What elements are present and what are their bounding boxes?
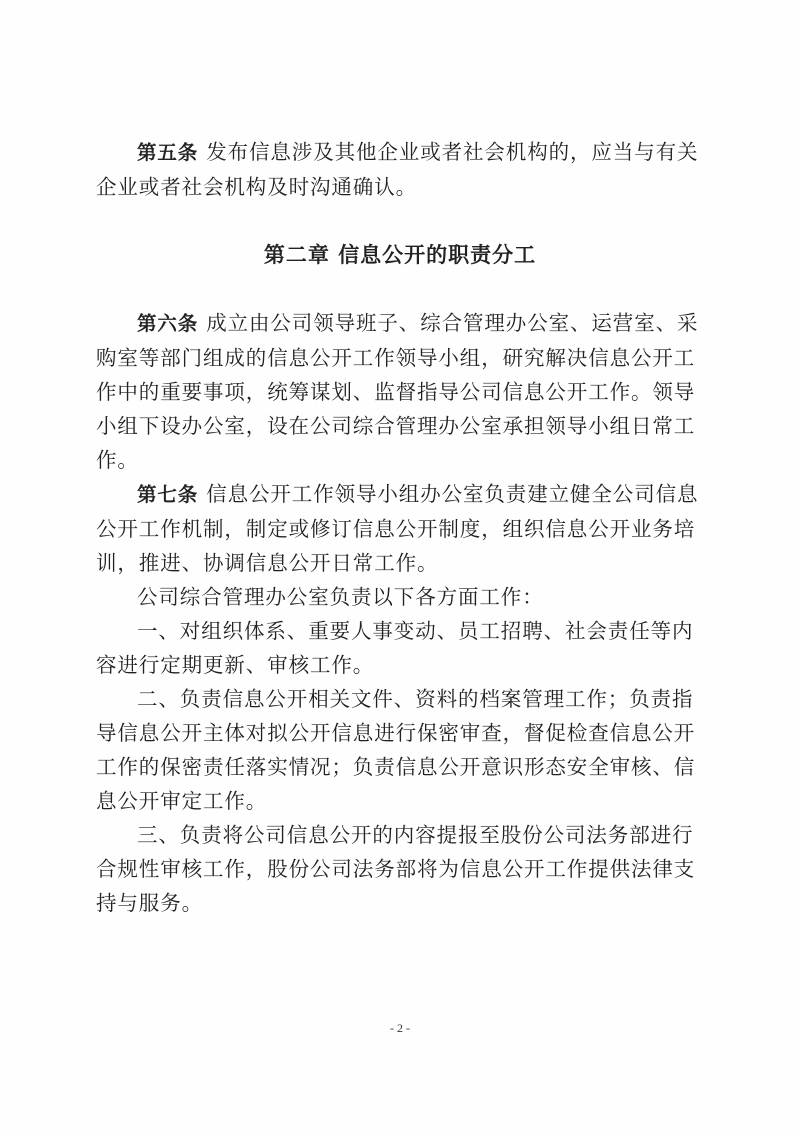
article-7-label: 第七条	[137, 483, 199, 506]
office-duty-item-1: 一、对组织体系、重要人事变动、员工招聘、社会责任等内容进行定期更新、审核工作。	[96, 619, 694, 677]
article-6-label: 第六条	[137, 312, 199, 335]
article-5-text: 发布信息涉及其他企业或者社会机构的，应当与有关企业或者社会机构及时沟通确认。	[96, 140, 699, 199]
chapter-2-body	[96, 306, 700, 920]
office-duties-intro: 公司综合管理办公室负责以下各方面工作：	[137, 585, 544, 609]
article-7-paragraph	[96, 477, 700, 580]
article-6-text: 成立由公司领导班子、综合管理办公室、运营室、采购室等部门组成的信息公开工作领导小组，研究解决信息公开工作中的重要事项，统筹谋划、监督指导公司信息公开工作。领导小组下设办公室，设在公司综合管理办公室承担领导小组日常工作。	[96, 311, 699, 472]
article-7-text: 信息公开工作领导小组办公室负责建立健全公司信息公开工作机制，制定或修订信息公开制度，组织信息公开业务培训，推进、协调信息公开日常工作。	[96, 482, 699, 575]
article-5	[96, 135, 700, 204]
article-5-label: 第五条	[137, 141, 199, 164]
article-6-paragraph	[96, 306, 700, 477]
office-duty-item-2: 二、负责信息公开相关文件、资料的档案管理工作；负责指导信息公开主体对拟公开信息进行保密审查，督促检查信息公开工作的保密责任落实情况；负责信息公开意识形态安全审核、信息公开审定工作。	[96, 687, 696, 813]
chapter-2-title: 第二章 信息公开的职责分工	[263, 243, 537, 267]
page-number: - 2 -	[390, 1021, 410, 1035]
article-5-paragraph	[96, 135, 700, 204]
office-duty-item-3: 三、负责将公司信息公开的内容提报至股份公司法务部进行合规性审核工作，股份公司法务部将为信息公开工作提供法律支持与服务。	[96, 823, 696, 915]
